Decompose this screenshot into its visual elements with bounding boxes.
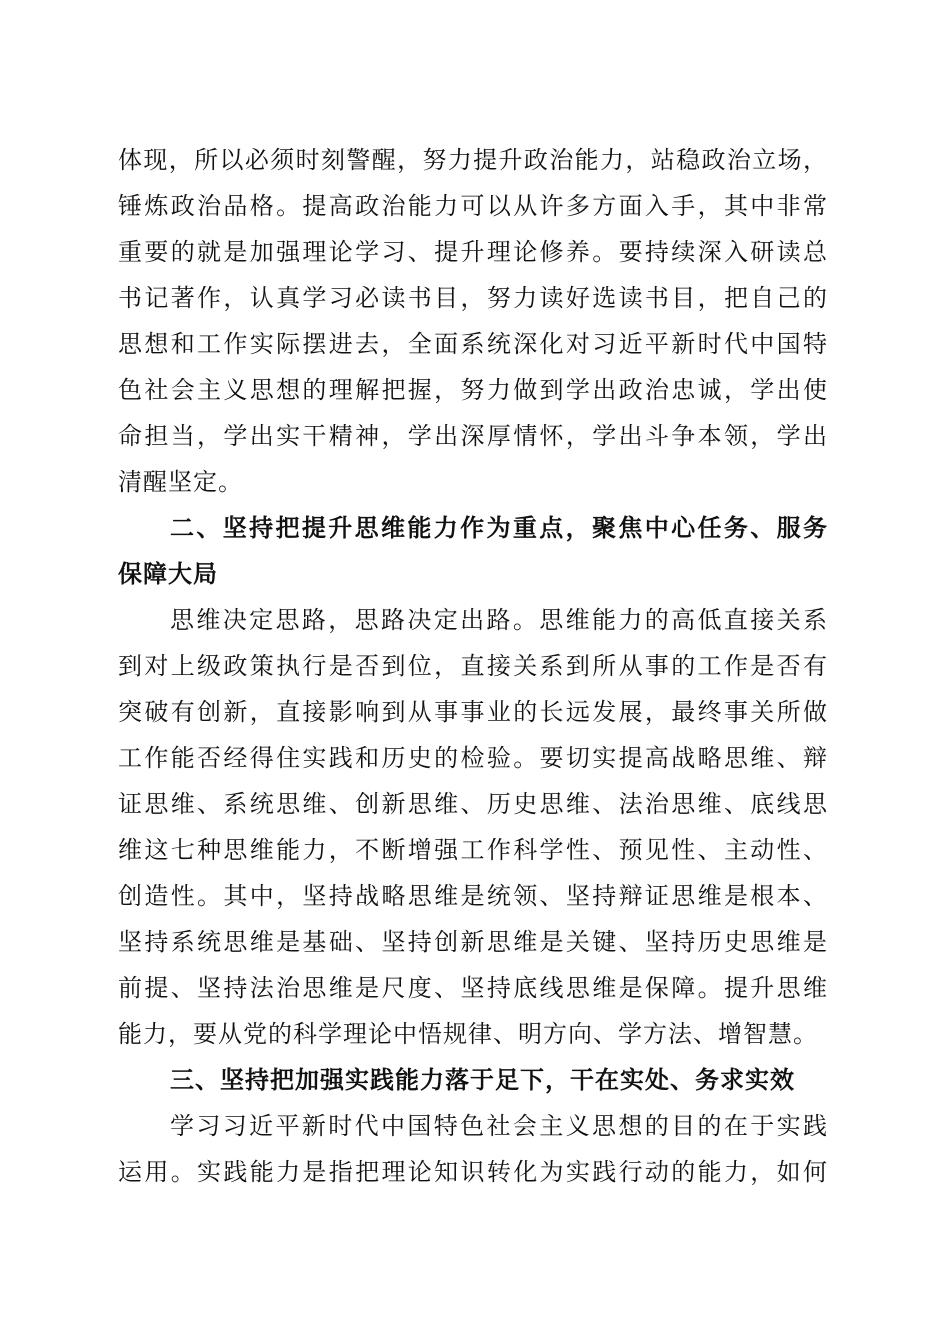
text-line: 色社会主义思想的理解把握，努力做到学出政治忠诚，学出使 <box>118 376 828 404</box>
section-heading-3 <box>118 1057 828 1103</box>
text-line: 运用。实践能力是指把理论知识转化为实践行动的能力，如何 <box>118 1158 828 1186</box>
text-line: 前提、坚持法治思维是尺度、坚持底线思维是保障。提升思维 <box>118 974 828 1002</box>
paragraph-1 <box>118 137 828 505</box>
text-line: 体现，所以必须时刻警醒，努力提升政治能力，站稳政治立场， <box>118 146 828 174</box>
text-line: 突破有创新，直接影响到从事事业的长远发展，最终事关所做 <box>118 698 828 726</box>
text-line: 思想和工作实际摆进去，全面系统深化对习近平新时代中国特 <box>118 330 828 358</box>
paragraph-3 <box>118 1103 828 1195</box>
text-line: 维这七种思维能力，不断增强工作科学性、预见性、主动性、 <box>118 836 828 864</box>
text-line: 能力，要从党的科学理论中悟规律、明方向、学方法、增智慧。 <box>118 1020 818 1048</box>
text-line: 锤炼政治品格。提高政治能力可以从许多方面入手，其中非常 <box>118 192 828 220</box>
heading-line: 三、坚持把加强实践能力落于足下，干在实处、务求实效 <box>170 1066 795 1094</box>
text-line: 清醒坚定。 <box>118 468 243 496</box>
text-line: 学习习近平新时代中国特色社会主义思想的目的在于实践 <box>170 1112 828 1140</box>
text-line: 重要的就是加强理论学习、提升理论修养。要持续深入研读总 <box>118 238 828 266</box>
text-line: 命担当，学出实干精神，学出深厚情怀，学出斗争本领，学出 <box>118 422 828 450</box>
heading-line: 保障大局 <box>118 560 218 588</box>
heading-line: 二、坚持把提升思维能力作为重点，聚焦中心任务、服务 <box>170 514 828 542</box>
text-line: 坚持系统思维是基础、坚持创新思维是关键、坚持历史思维是 <box>118 928 828 956</box>
section-heading-2 <box>118 505 828 597</box>
text-line: 工作能否经得住实践和历史的检验。要切实提高战略思维、辩 <box>118 744 828 772</box>
text-line: 证思维、系统思维、创新思维、历史思维、法治思维、底线思 <box>118 790 828 818</box>
text-line: 到对上级政策执行是否到位，直接关系到所从事的工作是否有 <box>118 652 828 680</box>
text-line: 创造性。其中，坚持战略思维是统领、坚持辩证思维是根本、 <box>118 882 828 910</box>
text-line: 思维决定思路，思路决定出路。思维能力的高低直接关系 <box>170 606 828 634</box>
document-body <box>118 137 828 1195</box>
paragraph-2 <box>118 597 828 1057</box>
text-line: 书记著作，认真学习必读书目，努力读好选读书目，把自己的 <box>118 284 828 312</box>
